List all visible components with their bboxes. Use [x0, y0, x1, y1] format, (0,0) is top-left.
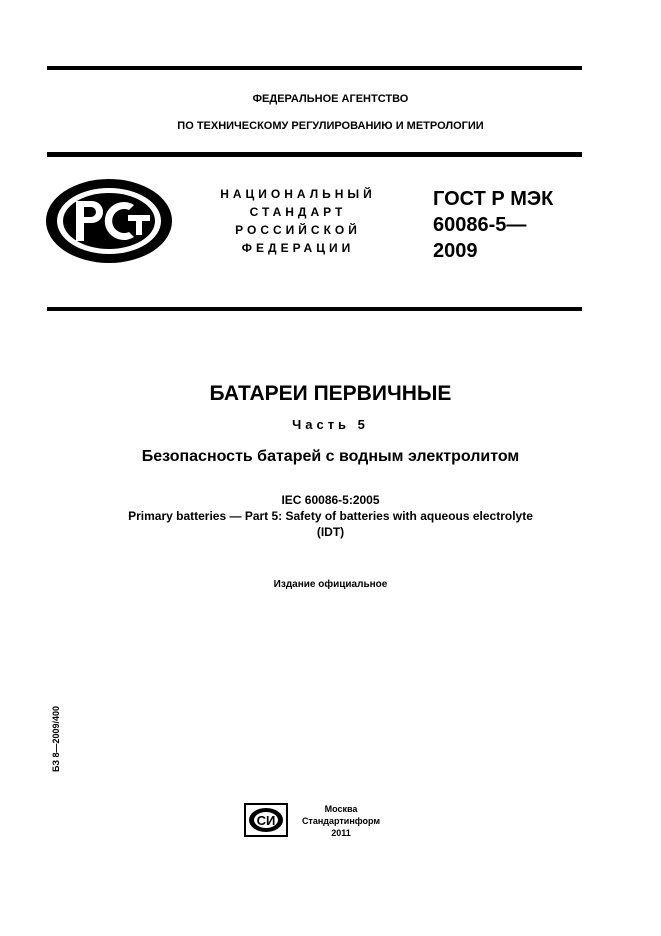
iec-code: IEC 60086-5:2005 [281, 493, 380, 507]
document-part: Часть 5 [292, 417, 369, 432]
designation-line-2: 60086-5— [433, 214, 527, 236]
header-rule [47, 152, 582, 157]
edition-label: Издание официальное [273, 579, 388, 590]
mid-rule [47, 307, 582, 311]
agency-line-1: ФЕДЕРАЛЬНОЕ АГЕНТСТВО [252, 93, 409, 105]
top-rule [47, 66, 582, 70]
publisher-name: Стандартинформ [301, 816, 381, 826]
standard-type-line-3: РОССИЙСКОЙ [235, 223, 361, 237]
english-title: Primary batteries — Part 5: Safety of batteries with aqueous electrolyte [128, 509, 533, 523]
document-title: БАТАРЕИ ПЕРВИЧНЫЕ [209, 382, 452, 405]
designation-line-3: 2009 [433, 240, 478, 262]
svg-text:СИ: СИ [256, 813, 276, 828]
document-subtitle: Безопасность батарей с водным электролитом [141, 448, 520, 465]
standard-type-line-4: ФЕДЕРАЦИИ [241, 241, 355, 255]
publisher-city: Москва [324, 804, 358, 814]
agency-line-2: ПО ТЕХНИЧЕСКОМУ РЕГУЛИРОВАНИЮ И МЕТРОЛОГИИ [177, 120, 484, 132]
standard-type-line-2: СТАНДАРТ [249, 205, 347, 219]
rst-logo-icon [44, 177, 174, 265]
publisher-year: 2011 [331, 828, 351, 838]
side-code: БЗ 8—2009/400 [51, 705, 61, 772]
idt-label: (IDT) [316, 525, 345, 539]
designation-line-1: ГОСТ Р МЭК [433, 188, 554, 210]
standartinform-logo-icon [244, 803, 288, 837]
standard-type-line-1: НАЦИОНАЛЬНЫЙ [220, 187, 376, 201]
